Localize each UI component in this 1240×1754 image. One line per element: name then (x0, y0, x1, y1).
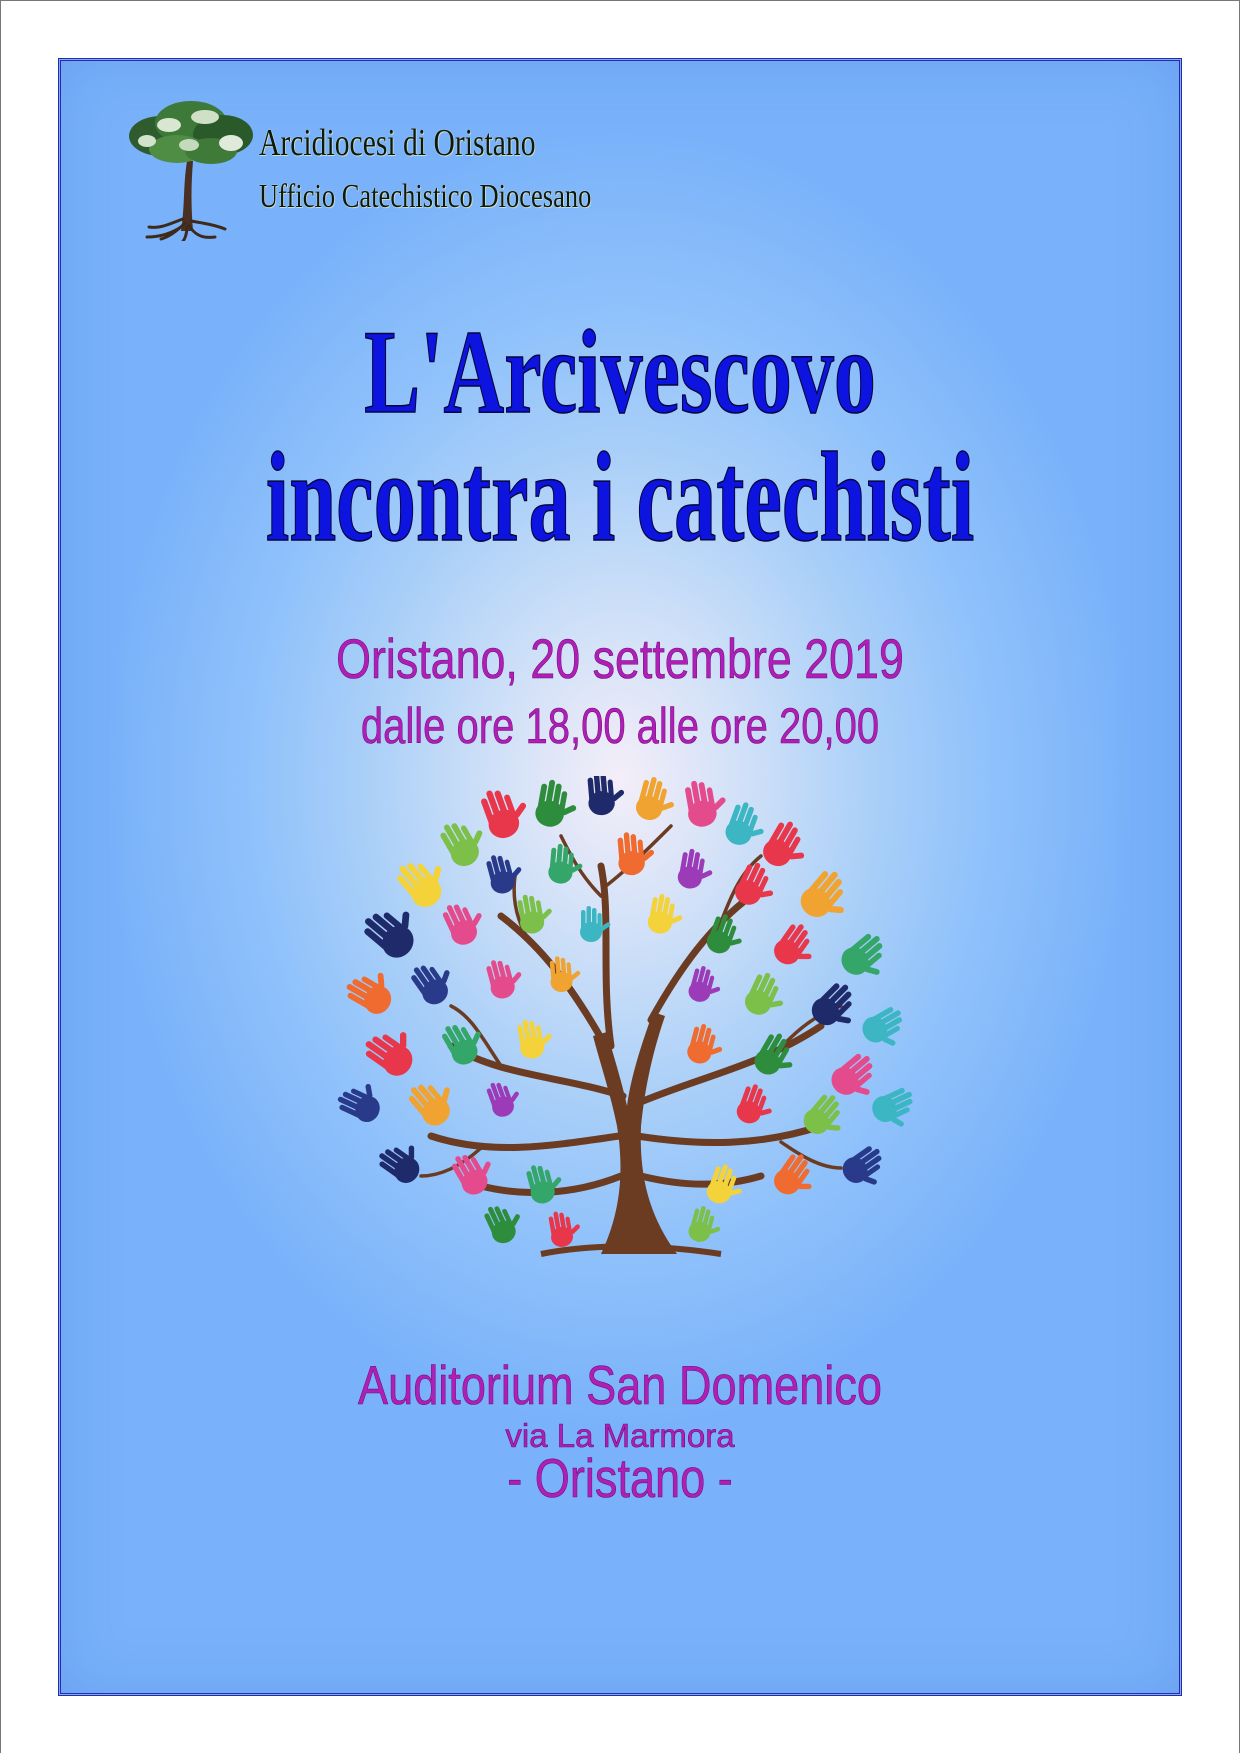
oak-tree-icon (121, 91, 256, 241)
hands-tree-icon (301, 776, 941, 1296)
venue-city: - Oristano - (507, 1447, 733, 1509)
organization-name: Arcidiocesi di Oristano (259, 122, 536, 164)
event-date: Oristano, 20 settembre 2019 (336, 627, 904, 690)
venue-name: Auditorium San Domenico (358, 1354, 882, 1416)
event-time: dalle ore 18,00 alle ore 20,00 (360, 698, 880, 754)
title-line-1: L'Arcivescovo (364, 305, 876, 438)
title-line-2: incontra i catechisti (265, 426, 975, 568)
office-name: Ufficio Catechistico Diocesano (259, 178, 592, 215)
venue-street: via La Marmora (505, 1417, 735, 1454)
poster-frame (58, 58, 1182, 1696)
